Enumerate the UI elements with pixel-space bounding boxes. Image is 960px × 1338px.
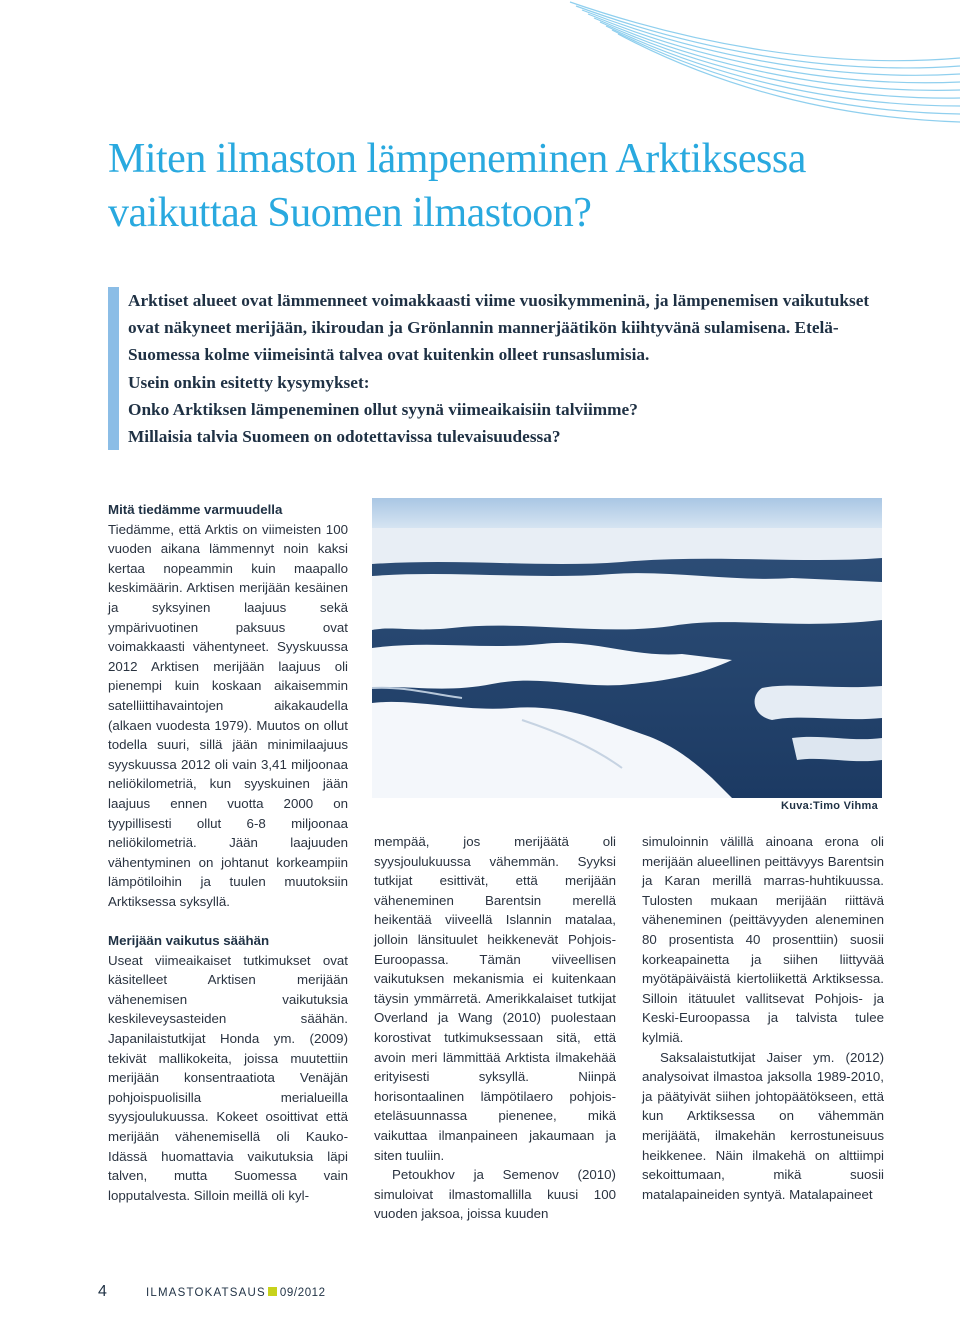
decorative-wave-lines — [560, 0, 960, 130]
column-2-paragraph-2: Petoukhov ja Semenov (2010) simuloivat ilmastomallilla kuusi 100 vuoden jaksoa, joissa kuuden — [374, 1167, 616, 1222]
column-2-paragraph-1: mempää, jos merijäätä oli syysjoulukuussa vähemmän. Syyksi tutkijat esittivät, että merijään väheneminen Barentsin merellä heikentää viiveellä Islannin matalaa, jolloin länsituulet heikkenevät Pohjois-Euroopassa. Tämän viiveellisen vaikutuksen mekanismia ei kuitenkaan täysin ymmärretä. Amerikkalaiset tutkijat Overland ja Wang (2010) puolestaan korostivat tutkimuksessaan sitä, että avoin meri lämmittää Arktista ilmakehää erityisesti syksyllä. Niinpä horisontaalinen lämpötilaero pohjois-eteläsuunnassa pienenee, mikä vaikuttaa ilmanpaineen jakaumaan ja siten tuuliin. — [374, 834, 616, 1163]
intro-question-1: Onko Arktiksen lämpeneminen ollut syynä viimeaikaisiin talviimme? — [128, 399, 638, 419]
magazine-name: ILMASTOKATSAUS — [146, 1287, 266, 1299]
title-line-1: Miten ilmaston lämpeneminen Arktiksessa — [108, 136, 806, 182]
intro-paragraph: Arktiset alueet ovat lämmenneet voimakkaasti viime vuosikymmeninä, ja lämpenemisen vaikutukset ovat näkyneet merijään, ikiroudan ja Grönlannin mannerjäätikön kiihtyvänä sulamisena. Etelä-Suomessa kolme viimeisintä talvea ovat kuitenkin olleet runsaslumisia. — [128, 291, 870, 365]
column-2 — [374, 832, 616, 1224]
column-3-paragraph-2: Saksalaistutkijat Jaiser ym. (2012) analysoivat ilmastoa jaksolla 1989-2010, ja päätyivät siihen johtopäätökseen, että kun Arktiksessa on vähemmän merijäätä, ilmakehän kerrostuneisuus heikkenee. Näin ilmakehä on alttiimpi sekoittumaan, mikä suosii matalapaineiden syntyä. Matalapaineet — [642, 1049, 884, 1202]
column-1 — [108, 500, 348, 1205]
section-text-certainty: Tiedämme, että Arktis on viimeisten 100 vuoden aikana lämmennyt noin kaksi kertaa nopeammin kuin maapallo keskimäärin. Arktisen merijään kesäinen ja syksyinen laajuus sekä ympärivuotinen paksuus ovat voimakkaasti vähentyneet. Syyskuussa 2012 Arktisen merijään laajuus oli pienempi kuin koskaan aikaisemmin satelliittihavaintojen aikakaudella (alkaen vuodesta 1979). Muutos on ollut todella suuri, sillä jään minimilaajuus syyskuussa 2012 oli vain 3,41 miljoonaa neliökilometriä, kun syyskuinen jään laajuus ennen vuotta 2000 on tyypillisesti ollut 6-8 miljoonaa neliökilometriä. Jään laajuuden vähentyminen on johtanut korkeampiin lämpötiloihin ja tuulen muutoksiin Arktiksessa syksyllä. — [108, 521, 348, 909]
intro-question-lead: Usein onkin esitetty kysymykset: — [128, 372, 370, 392]
issue-number: 09/2012 — [279, 1287, 326, 1299]
intro-question-2: Millaisia talvia Suomeen on odotettavissa tulevaisuudessa? — [128, 427, 561, 447]
magazine-info — [146, 1287, 326, 1299]
column-3 — [642, 832, 884, 1204]
section-heading-sea-ice-weather: Merijään vaikutus säähän — [108, 933, 270, 949]
accent-square-icon — [268, 1287, 277, 1296]
sea-ice-photo — [372, 498, 882, 798]
section-text-sea-ice-weather: Useat viimeaikaiset tutkimukset ovat käsitelleet Arktisen merijään vähenemisen vaikutuksia keskileveysasteiden säähän. Japanilaistutkijat Honda ym. (2009) tekivät mallikokeita, joissa muutettiin merijään konsentraatiota Venäjän pohjoispuolisilla merialueilla syysjoulukuussa. Kokeet osoittivat että merijään vähenemisellä oli Kauko-Idässä huomattavia vaikutuksia läpi talven, mutta Suomessa vain lopputalvesta. Silloin meillä oli kyl- — [108, 952, 348, 1203]
title-line-2: vaikuttaa Suomen ilmastoon? — [108, 190, 592, 236]
column-3-paragraph-1: simuloinnin välillä ainoana erona oli merijään alueellinen peittävyys Barentsin ja Karan merillä marras-huhtikuussa. Tulosten mukaan merijään riittävä väheneminen (peittävyyden aleneminen 80 prosentista 40 prosenttiin) suosii korkeapainetta ja siihen liittyvää myötäpäiväistä kiertoliikettä Arktiksessa. Silloin itätuulet vallitsevat Pohjois- ja Keski-Euroopassa ja talvista tulee kylmiä. — [642, 834, 884, 1045]
article-title — [108, 132, 928, 240]
photo-credit: Kuva:Timo Vihma — [780, 800, 878, 812]
page-number: 4 — [98, 1283, 107, 1300]
intro-block — [108, 287, 888, 450]
section-heading-certainty: Mitä tiedämme varmuudella — [108, 502, 283, 517]
